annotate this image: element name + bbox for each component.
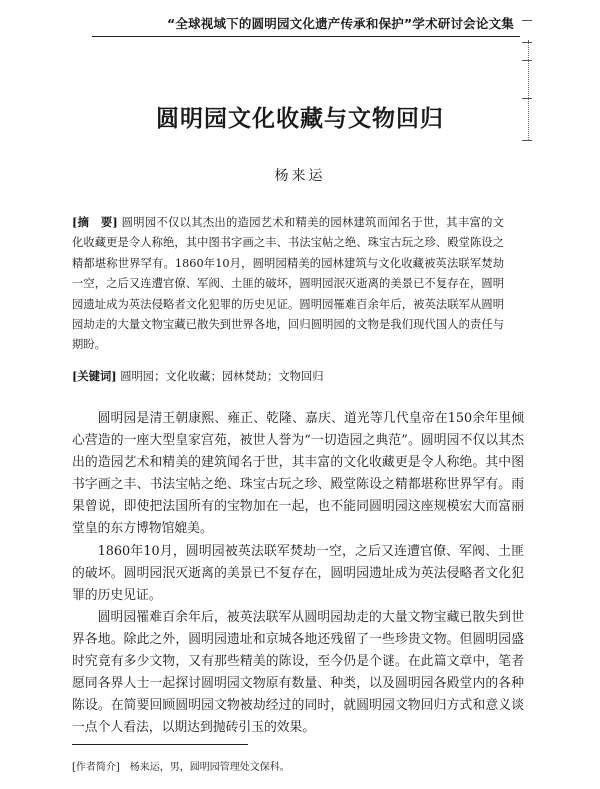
author-name: 杨来运 [274, 168, 326, 184]
abstract-text: 圆明园不仅以其杰出的造园艺术和精美的园林建筑而闻名于世，其丰富的文化收藏更是令人称绝，其中图书字画之丰、书法宝帖之绝、珠宝古玩之珍、殿堂陈设之精都堪称世界罕有。1860年10月，圆明园精美的园林建筑与文化收藏被英法联军焚劫一空，之后又连遭官僚、军阀、土匪的破坏，圆明园泯灭逝离的美景已不复存在，圆明园遗址成为英法侵略者文化犯罪的历史见证。圆明园罹难百余年后，被英法联军从圆明园劫走的大量文物宝藏已散失到世界各地，回归圆明园的文物是我们现代国人的责任与期盼。 [72, 216, 504, 352]
body-paragraph: 圆明园是清王朝康熙、雍正、乾隆、嘉庆、道光等几代皇帝在150余年里倾心营造的一座大型皇家宫苑，被世人誉为“一切造园之典范”。圆明园不仅以其杰出的造园艺术和精美的建筑闻名于世，其丰富的文化收藏更是令人称绝。其中图书字画之丰、书法宝帖之绝、珠宝古玩之珍、殿堂陈设之精都堪称世界罕有。雨果曾说，即使把法国所有的宝物加在一起，也不能同圆明园这座规模宏大而富丽堂皇的东方博物馆媲美。 [72, 411, 524, 537]
abstract [72, 212, 504, 356]
keywords [72, 366, 504, 387]
body-text [72, 408, 524, 739]
article-title: 圆明园文化收藏与文物回归 [156, 106, 444, 132]
header-rule [92, 36, 520, 37]
keywords-label: [关键词] [72, 369, 117, 383]
body-paragraph: 1860年10月，圆明园被英法联军焚劫一空，之后又连遭官僚、军阀、土匪的破坏。圆明园泯灭逝离的美景已不复存在，圆明园遗址成为英法侵略者文化犯罪的历史见证。 [72, 543, 524, 603]
author-footnote: [作者简介] 杨来运，男，圆明园管理处文保科。 [72, 762, 290, 773]
footnote-rule [72, 744, 248, 745]
keywords-text: 圆明园；文化收藏；园林焚劫；文物回归 [120, 370, 324, 383]
abstract-label: [摘 要] [72, 215, 118, 229]
binding-edge-marks [522, 20, 534, 160]
running-header: “全球视域下的圆明园文化遗产传承和保护”学术研讨会论文集 [166, 16, 514, 31]
body-paragraph: 圆明园罹难百余年后，被英法联军从圆明园劫走的大量文物宝藏已散失到世界各地。除此之外，圆明园遗址和京城各地还残留了一些珍贵文物。但圆明园盛时究竟有多少文物，又有那些精美的陈设，至今仍是个谜。在此篇文章中，笔者愿同各界人士一起探讨圆明园文物原有数量、种类，以及圆明园各殿堂内的各种陈设。在简要回顾圆明园文物被劫经过的同时，就圆明园文物回归方式和意义谈一点个人看法，以期达到抛砖引玉的效果。 [72, 609, 524, 736]
